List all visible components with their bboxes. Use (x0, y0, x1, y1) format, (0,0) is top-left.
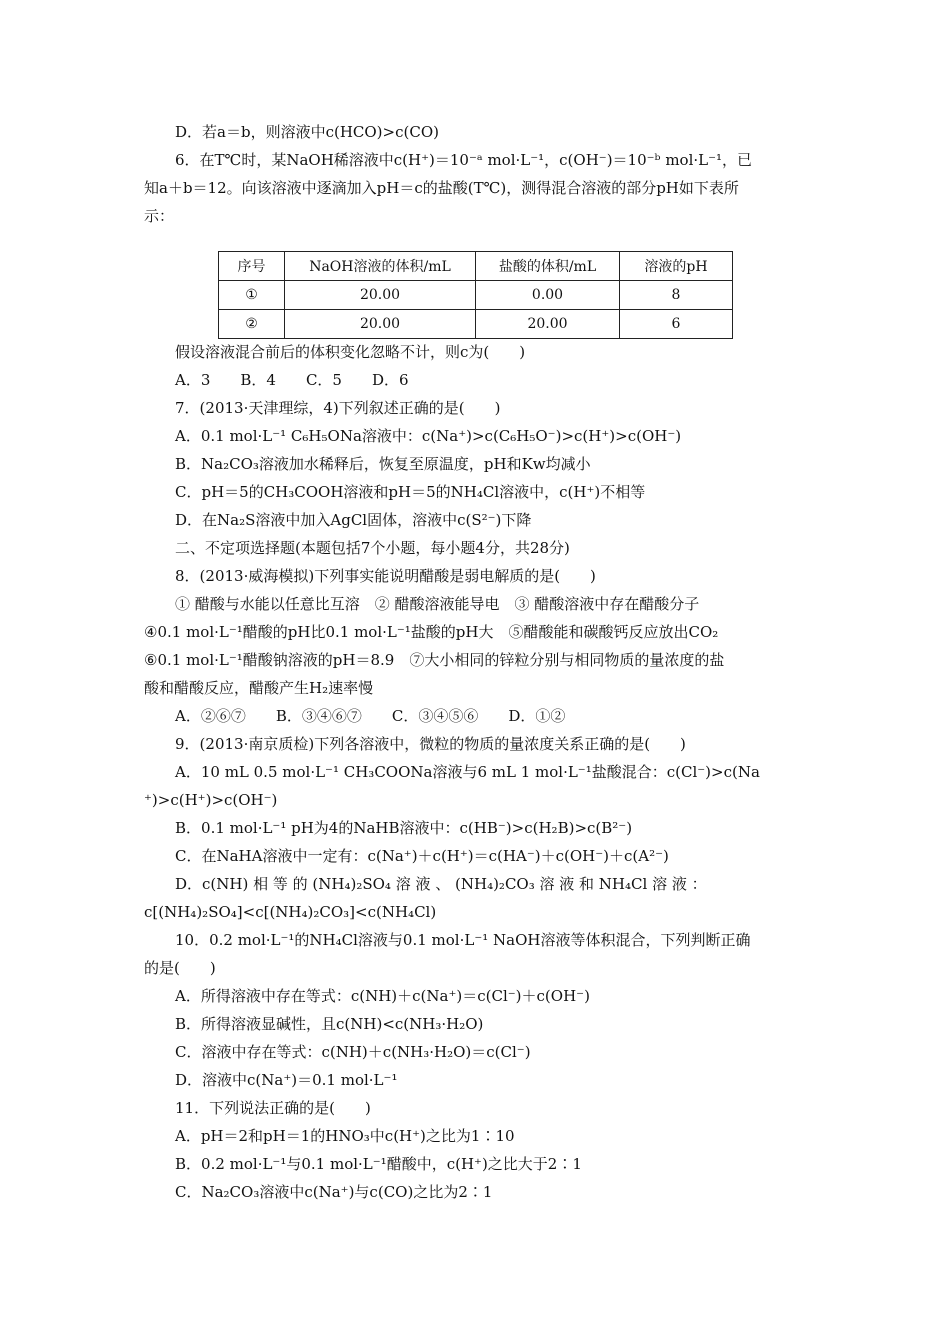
table-cell: 6 (620, 310, 733, 339)
q9-option-c: C．在NaHA溶液中一定有：c(Na⁺)＋c(H⁺)＝c(HA⁻)＋c(OH⁻)＋c(A²⁻) (175, 847, 669, 865)
q9-option-b: B．0.1 mol·L⁻¹ pH为4的NaHB溶液中：c(HB⁻)>c(H₂B)>c(B²⁻) (175, 819, 633, 837)
q7-stem: 7．(2013·天津理综，4)下列叙述正确的是( ) (175, 399, 501, 417)
q6-data-table (218, 251, 733, 339)
q10-option-d: D．溶液中c(Na⁺)＝0.1 mol·L⁻¹ (175, 1071, 398, 1089)
table-cell: ① (219, 281, 285, 310)
q7-option-b: B．Na₂CO₃溶液加水稀释后，恢复至原温度，pH和Kw均减小 (175, 455, 591, 473)
table-row (219, 310, 733, 339)
q6-options: A．3 B．4 C．5 D．6 (175, 371, 409, 389)
q8-stem: 8．(2013·威海模拟)下列事实能说明醋酸是弱电解质的是( ) (175, 567, 596, 585)
q10-stem-line2: 的是( ) (144, 959, 216, 977)
table-row (219, 281, 733, 310)
q8-facts-line3: ⑥0.1 mol·L⁻¹醋酸钠溶液的pH＝8.9 ⑦大小相同的锌粒分别与相同物质的量浓度的盐 (144, 651, 725, 669)
q7-option-a: A．0.1 mol·L⁻¹ C₆H₅ONa溶液中：c(Na⁺)>c(C₆H₅O⁻)>c(H⁺)>c(OH⁻) (175, 427, 682, 445)
q10-option-c: C．溶液中存在等式：c(NH)＋c(NH₃·H₂O)＝c(Cl⁻) (175, 1043, 531, 1061)
table-header-row (219, 252, 733, 281)
q6-after-table: 假设溶液混合前后的体积变化忽略不计，则c为( ) (175, 343, 526, 361)
table-header-cell: 序号 (219, 252, 285, 281)
q8-facts-line2: ④0.1 mol·L⁻¹醋酸的pH比0.1 mol·L⁻¹盐酸的pH大 ⑤醋酸能和碳酸钙反应放出CO₂ (144, 623, 719, 641)
q9-option-d-line2: c[(NH₄)₂SO₄]<c[(NH₄)₂CO₃]<c(NH₄Cl) (144, 903, 437, 921)
q7-option-c: C．pH＝5的CH₃COOH溶液和pH＝5的NH₄Cl溶液中，c(H⁺)不相等 (175, 483, 646, 501)
table-cell: 20.00 (285, 310, 476, 339)
table-cell: 20.00 (285, 281, 476, 310)
q8-facts-line1: ① 醋酸与水能以任意比互溶 ② 醋酸溶液能导电 ③ 醋酸溶液中存在醋酸分子 (175, 595, 700, 613)
q7-option-d: D．在Na₂S溶液中加入AgCl固体，溶液中c(S²⁻)下降 (175, 511, 532, 529)
table-header-cell: NaOH溶液的体积/mL (285, 252, 476, 281)
table-cell: 20.00 (476, 310, 620, 339)
q6-stem-line1: 6．在T℃时，某NaOH稀溶液中c(H⁺)＝10⁻ᵃ mol·L⁻¹，c(OH⁻)＝10⁻ᵇ mol·L⁻¹，已 (175, 151, 753, 169)
q11-stem: 11．下列说法正确的是( ) (175, 1099, 371, 1117)
q9-option-d-line1: D．c(NH) 相 等 的 (NH₄)₂SO₄ 溶 液 、 (NH₄)₂CO₃ 溶 液 和 NH₄Cl 溶 液 ： (175, 875, 707, 893)
q6-stem-line2: 知a＋b＝12。向该溶液中逐滴加入pH＝c的盐酸(T℃)，测得混合溶液的部分pH如下表所 (144, 179, 739, 197)
q9-stem: 9．(2013·南京质检)下列各溶液中，微粒的物质的量浓度关系正确的是( ) (175, 735, 686, 753)
q11-option-c: C．Na₂CO₃溶液中c(Na⁺)与c(CO)之比为2∶1 (175, 1183, 493, 1201)
table-header-cell: 溶液的pH (620, 252, 733, 281)
q9-option-a-line2: ⁺)>c(H⁺)>c(OH⁻) (144, 791, 278, 809)
q11-option-a: A．pH＝2和pH＝1的HNO₃中c(H⁺)之比为1∶10 (175, 1127, 515, 1145)
q10-stem-line1: 10．0.2 mol·L⁻¹的NH₄Cl溶液与0.1 mol·L⁻¹ NaOH溶液等体积混合，下列判断正确 (175, 931, 751, 949)
table-header-cell: 盐酸的体积/mL (476, 252, 620, 281)
q10-option-a: A．所得溶液中存在等式：c(NH)＋c(Na⁺)＝c(Cl⁻)＋c(OH⁻) (175, 987, 590, 1005)
q6-stem-line3: 示： (144, 207, 175, 225)
section-heading: 二、不定项选择题(本题包括7个小题，每小题4分，共28分) (175, 539, 570, 557)
q5-option-d: D．若a＝b，则溶液中c(HCO)>c(CO) (175, 123, 439, 141)
q10-option-b: B．所得溶液显碱性，且c(NH)<c(NH₃·H₂O) (175, 1015, 484, 1033)
q9-option-a-line1: A．10 mL 0.5 mol·L⁻¹ CH₃COONa溶液与6 mL 1 mol·L⁻¹盐酸混合：c(Cl⁻)>c(Na (175, 763, 760, 781)
table-cell: 0.00 (476, 281, 620, 310)
q8-options: A．②⑥⑦ B．③④⑥⑦ C．③④⑤⑥ D．①② (175, 707, 566, 725)
q11-option-b: B．0.2 mol·L⁻¹与0.1 mol·L⁻¹醋酸中，c(H⁺)之比大于2∶1 (175, 1155, 582, 1173)
q8-facts-line4: 酸和醋酸反应，醋酸产生H₂速率慢 (144, 679, 374, 697)
table-cell: ② (219, 310, 285, 339)
table-cell: 8 (620, 281, 733, 310)
